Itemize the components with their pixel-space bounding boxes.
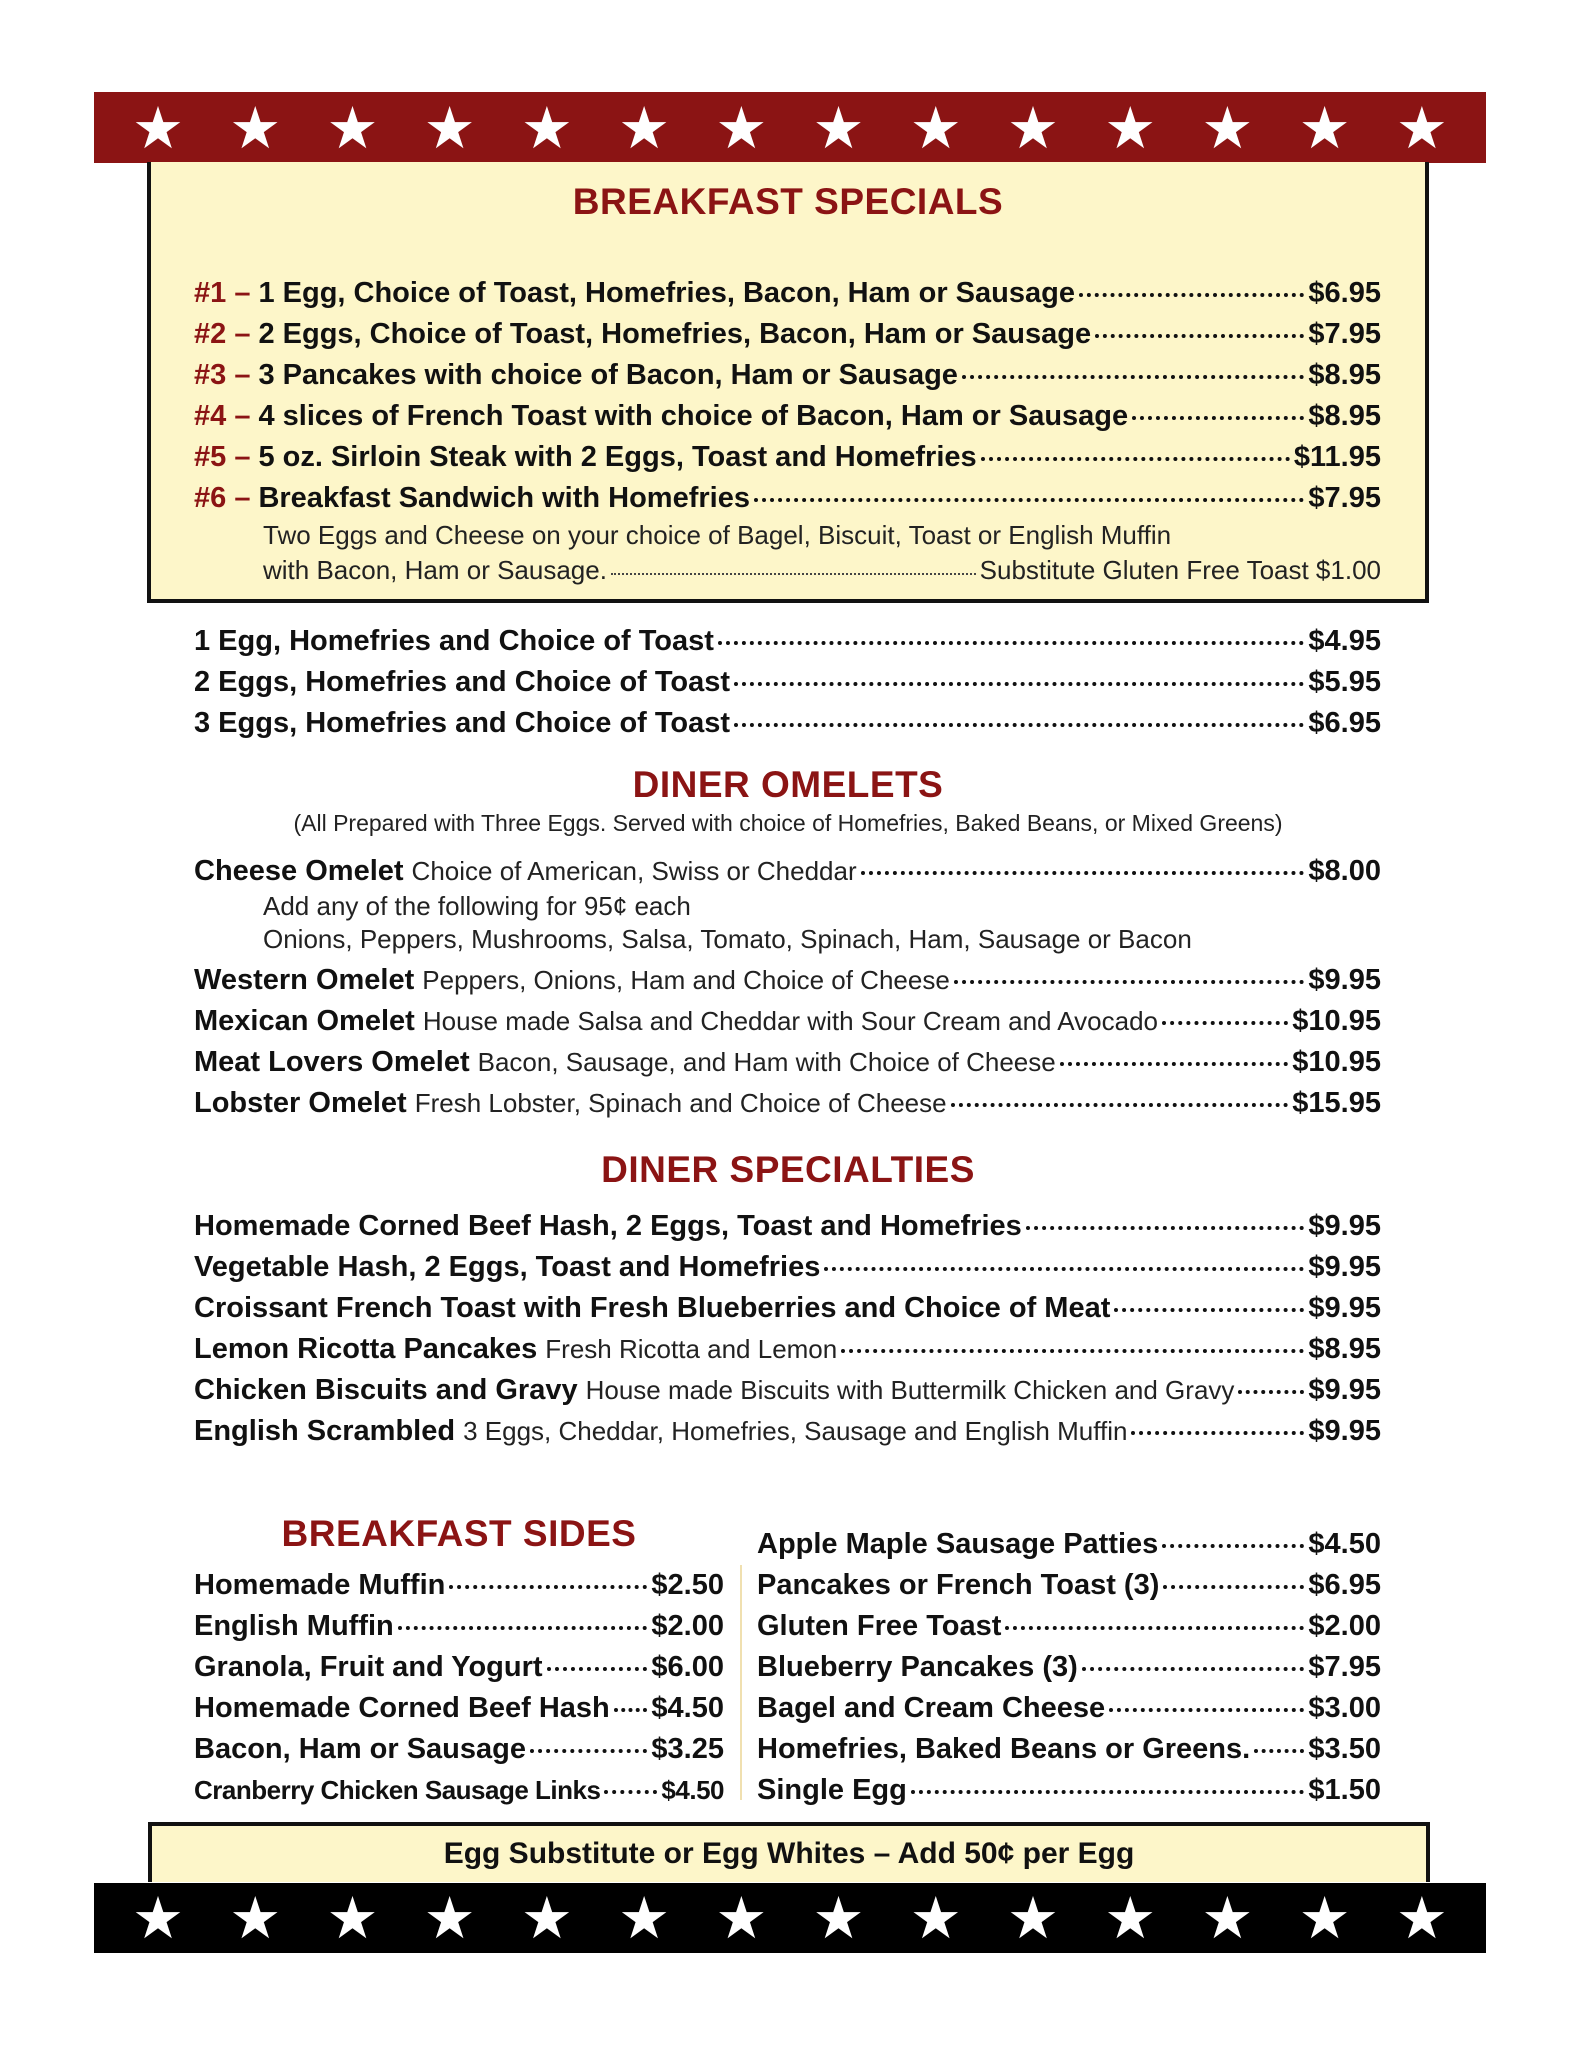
- side-item: [757, 1735, 1381, 1764]
- item-name: Gluten Free Toast: [757, 1610, 1002, 1642]
- top-star-banner: [94, 92, 1486, 163]
- special-item-3: [194, 361, 1381, 390]
- column-divider: [740, 1565, 742, 1800]
- dot-leader: [1079, 293, 1304, 297]
- side-item: [194, 1571, 724, 1600]
- omelet-item: [194, 1089, 1381, 1118]
- dot-leader: [1132, 416, 1304, 420]
- specialty-item: [194, 1294, 1381, 1323]
- specialty-item: [194, 1417, 1381, 1446]
- item-price: $3.25: [651, 1733, 724, 1765]
- item-price: $9.95: [1308, 1210, 1381, 1242]
- item-price: $3.50: [1308, 1733, 1381, 1765]
- star-icon: ★: [229, 93, 282, 162]
- star-icon: ★: [1006, 93, 1059, 162]
- side-item: [194, 1653, 724, 1682]
- item-description: Fresh Ricotta and Lemon: [545, 1334, 838, 1364]
- item-price: $9.95: [1308, 1251, 1381, 1283]
- item-name: Bacon, Ham or Sausage: [194, 1733, 526, 1765]
- item-price: $3.00: [1308, 1692, 1381, 1724]
- egg-plate-item: [194, 668, 1381, 697]
- item-price: $6.95: [1308, 707, 1381, 739]
- star-icon: ★: [812, 93, 865, 162]
- dot-leader: [1238, 1390, 1304, 1394]
- special-item-4: [194, 402, 1381, 431]
- item-name: Mexican Omelet: [194, 1005, 415, 1037]
- star-icon: ★: [229, 1884, 282, 1952]
- special-number: #6 –: [194, 482, 251, 514]
- star-icon: ★: [423, 93, 476, 162]
- item-price: $6.00: [651, 1651, 724, 1683]
- special-number: #3 –: [194, 359, 251, 391]
- special-price: $8.95: [1308, 400, 1381, 432]
- star-icon: ★: [618, 1884, 671, 1952]
- item-description: Choice of American, Swiss or Cheddar: [411, 856, 857, 886]
- item-name: Chicken Biscuits and Gravy: [194, 1374, 578, 1406]
- item-name: 3 Eggs, Homefries and Choice of Toast: [194, 707, 731, 739]
- egg-plate-item: [194, 627, 1381, 656]
- sandwich-note-row: [263, 557, 1381, 583]
- star-icon: ★: [715, 1884, 768, 1952]
- special-name: Breakfast Sandwich with Homefries: [258, 482, 750, 514]
- special-number: #5 –: [194, 441, 251, 473]
- side-item: [194, 1735, 724, 1764]
- star-icon: ★: [423, 1884, 476, 1952]
- star-icon: ★: [326, 1884, 379, 1952]
- special-name: 2 Eggs, Choice of Toast, Homefries, Bacon, Ham or Sausage: [258, 318, 1092, 350]
- item-price: $8.95: [1308, 1333, 1381, 1365]
- item-name: Homemade Corned Beef Hash: [194, 1692, 610, 1724]
- side-item: [757, 1653, 1381, 1682]
- dot-leader: [1162, 1021, 1288, 1025]
- item-description: Fresh Lobster, Spinach and Choice of Cheese: [414, 1088, 947, 1118]
- side-item: [194, 1694, 724, 1723]
- diner-specialties-title: DINER SPECIALTIES: [601, 1149, 975, 1190]
- star-icon: ★: [520, 93, 573, 162]
- item-name: English Muffin: [194, 1610, 394, 1642]
- side-item: [757, 1694, 1381, 1723]
- star-icon: ★: [520, 1884, 573, 1952]
- special-number: #1 –: [194, 277, 251, 309]
- dot-leader: [1131, 1431, 1304, 1435]
- star-icon: ★: [1298, 1884, 1351, 1952]
- special-name: 5 oz. Sirloin Steak with 2 Eggs, Toast and Homefries: [258, 441, 977, 473]
- item-price: $9.95: [1308, 1374, 1381, 1406]
- side-item: [757, 1530, 1381, 1559]
- item-name: Vegetable Hash, 2 Eggs, Toast and Homefries: [194, 1251, 821, 1283]
- omelet-item: [194, 1048, 1381, 1077]
- bottom-star-banner: [94, 1883, 1486, 1953]
- dot-leader: [951, 1103, 1289, 1107]
- item-name: Western Omelet: [194, 964, 415, 996]
- special-price: $8.95: [1308, 359, 1381, 391]
- item-name: Lobster Omelet: [194, 1087, 407, 1119]
- star-icon: ★: [812, 1884, 865, 1952]
- star-icon: ★: [1201, 1884, 1254, 1952]
- item-price: $6.95: [1308, 1569, 1381, 1601]
- specialty-item: [194, 1376, 1381, 1405]
- dot-leader: [547, 1667, 648, 1671]
- item-price: $10.95: [1292, 1005, 1381, 1037]
- item-name: Blueberry Pancakes (3): [757, 1651, 1078, 1683]
- gluten-free-note: Substitute Gluten Free Toast $1.00: [979, 555, 1381, 585]
- dot-leader: [1109, 1708, 1304, 1712]
- dot-leader: [398, 1626, 648, 1630]
- star-icon: ★: [715, 93, 768, 162]
- omelet-item: [194, 966, 1381, 995]
- special-name: 3 Pancakes with choice of Bacon, Ham or Sausage: [258, 359, 958, 391]
- dot-leader: [1114, 1308, 1304, 1312]
- star-icon: ★: [1395, 1884, 1448, 1952]
- item-name: 1 Egg, Homefries and Choice of Toast: [194, 625, 714, 657]
- side-item: [194, 1777, 724, 1803]
- item-price: $9.95: [1308, 1415, 1381, 1447]
- item-name: Cranberry Chicken Sausage Links: [194, 1775, 601, 1805]
- dot-leader: [611, 573, 976, 575]
- specialty-item: [194, 1335, 1381, 1364]
- omelet-item: [194, 1007, 1381, 1036]
- omelet-addon-note: Add any of the following for 95¢ each: [263, 891, 691, 921]
- dot-leader: [1026, 1226, 1305, 1230]
- item-name: Homemade Corned Beef Hash, 2 Eggs, Toast and Homefries: [194, 1210, 1022, 1242]
- item-name: Bagel and Cream Cheese: [757, 1692, 1106, 1724]
- item-price: $4.95: [1308, 625, 1381, 657]
- star-icon: ★: [1104, 1884, 1157, 1952]
- sandwich-note-continued: with Bacon, Ham or Sausage.: [263, 555, 607, 585]
- dot-leader: [734, 682, 1304, 686]
- omelet-addon-options: Onions, Peppers, Mushrooms, Salsa, Tomato, Spinach, Ham, Sausage or Bacon: [263, 924, 1192, 954]
- dot-leader: [754, 498, 1304, 502]
- item-description: 3 Eggs, Cheddar, Homefries, Sausage and English Muffin: [463, 1416, 1128, 1446]
- dot-leader: [861, 871, 1305, 875]
- item-name: Single Egg: [757, 1774, 907, 1806]
- item-price: $2.00: [651, 1610, 724, 1642]
- egg-substitute-panel: [148, 1822, 1430, 1882]
- side-item: [194, 1612, 724, 1641]
- special-item-1: [194, 279, 1381, 308]
- item-price: $4.50: [661, 1775, 724, 1805]
- special-price: $11.95: [1293, 441, 1381, 473]
- star-icon: ★: [132, 1884, 184, 1952]
- item-name: Apple Maple Sausage Patties: [757, 1528, 1159, 1560]
- item-name: Homemade Muffin: [194, 1569, 446, 1601]
- item-name: 2 Eggs, Homefries and Choice of Toast: [194, 666, 731, 698]
- star-icon: ★: [326, 93, 379, 162]
- item-price: $2.50: [651, 1569, 724, 1601]
- special-price: $7.95: [1308, 482, 1381, 514]
- star-icon: ★: [1104, 93, 1157, 162]
- special-name: 4 slices of French Toast with choice of Bacon, Ham or Sausage: [258, 400, 1129, 432]
- egg-plate-item: [194, 709, 1381, 738]
- item-name: Cheese Omelet: [194, 855, 404, 887]
- diner-omelets-title: DINER OMELETS: [632, 764, 944, 805]
- item-price: $1.50: [1308, 1774, 1381, 1806]
- item-price: $5.95: [1308, 666, 1381, 698]
- item-description: Peppers, Onions, Ham and Choice of Cheese: [422, 965, 950, 995]
- special-price: $6.95: [1308, 277, 1381, 309]
- side-item: [757, 1571, 1381, 1600]
- dot-leader: [530, 1749, 647, 1753]
- star-icon: ★: [132, 93, 184, 162]
- breakfast-specials-title: BREAKFAST SPECIALS: [572, 181, 1004, 222]
- specialty-item: [194, 1212, 1381, 1241]
- item-price: $7.95: [1308, 1651, 1381, 1683]
- item-price: $8.00: [1308, 855, 1381, 887]
- item-name: English Scrambled: [194, 1415, 456, 1447]
- dot-leader: [1254, 1749, 1304, 1753]
- item-name: Meat Lovers Omelet: [194, 1046, 470, 1078]
- item-price: $9.95: [1308, 964, 1381, 996]
- item-description: House made Biscuits with Buttermilk Chicken and Gravy: [585, 1375, 1235, 1405]
- special-number: #2 –: [194, 318, 251, 350]
- dot-leader: [1005, 1626, 1304, 1630]
- dot-leader: [962, 375, 1304, 379]
- item-price: $4.50: [1308, 1528, 1381, 1560]
- special-price: $7.95: [1308, 318, 1381, 350]
- dot-leader: [1095, 334, 1304, 338]
- item-name: Croissant French Toast with Fresh Blueberries and Choice of Meat: [194, 1292, 1111, 1324]
- dot-leader: [604, 1790, 657, 1794]
- dot-leader: [1082, 1667, 1305, 1671]
- side-item: [757, 1612, 1381, 1641]
- star-icon: ★: [618, 93, 671, 162]
- star-icon: ★: [1298, 93, 1351, 162]
- item-name: Lemon Ricotta Pancakes: [194, 1333, 538, 1365]
- special-item-2: [194, 320, 1381, 349]
- dot-leader: [1163, 1585, 1304, 1589]
- omelets-subtitle: (All Prepared with Three Eggs. Served with choice of Homefries, Baked Beans, or Mixed Greens): [293, 810, 1283, 836]
- star-icon: ★: [1395, 93, 1448, 162]
- item-name: Granola, Fruit and Yogurt: [194, 1651, 543, 1683]
- star-icon: ★: [909, 1884, 962, 1952]
- breakfast-sides-title: BREAKFAST SIDES: [281, 1513, 637, 1554]
- specialty-item: [194, 1253, 1381, 1282]
- item-description: Bacon, Sausage, and Ham with Choice of Cheese: [477, 1047, 1056, 1077]
- dot-leader: [734, 723, 1304, 727]
- dot-leader: [1060, 1062, 1289, 1066]
- star-icon: ★: [1006, 1884, 1059, 1952]
- dot-leader: [614, 1708, 648, 1712]
- dot-leader: [449, 1585, 647, 1589]
- dot-leader: [841, 1349, 1304, 1353]
- special-item-5: [194, 443, 1381, 472]
- item-price: $4.50: [651, 1692, 724, 1724]
- omelet-item-cheese: [194, 857, 1381, 886]
- dot-leader: [718, 641, 1304, 645]
- dot-leader: [981, 457, 1290, 461]
- sandwich-note: Two Eggs and Cheese on your choice of Bagel, Biscuit, Toast or English Muffin: [263, 520, 1172, 550]
- item-name: Pancakes or French Toast (3): [757, 1569, 1160, 1601]
- item-price: $15.95: [1292, 1087, 1381, 1119]
- special-name: 1 Egg, Choice of Toast, Homefries, Bacon, Ham or Sausage: [258, 277, 1075, 309]
- item-name: Homefries, Baked Beans or Greens.: [757, 1733, 1251, 1765]
- special-item-6: [194, 484, 1381, 513]
- item-price: $2.00: [1308, 1610, 1381, 1642]
- special-number: #4 –: [194, 400, 251, 432]
- egg-substitute-note: Egg Substitute or Egg Whites – Add 50¢ per Egg: [443, 1837, 1135, 1870]
- dot-leader: [911, 1790, 1305, 1794]
- side-item: [757, 1776, 1381, 1805]
- dot-leader: [824, 1267, 1304, 1271]
- item-price: $9.95: [1308, 1292, 1381, 1324]
- star-icon: ★: [909, 93, 962, 162]
- star-icon: ★: [1201, 93, 1254, 162]
- dot-leader: [1162, 1544, 1304, 1548]
- item-description: House made Salsa and Cheddar with Sour Cream and Avocado: [422, 1006, 1159, 1036]
- item-price: $10.95: [1292, 1046, 1381, 1078]
- dot-leader: [954, 980, 1305, 984]
